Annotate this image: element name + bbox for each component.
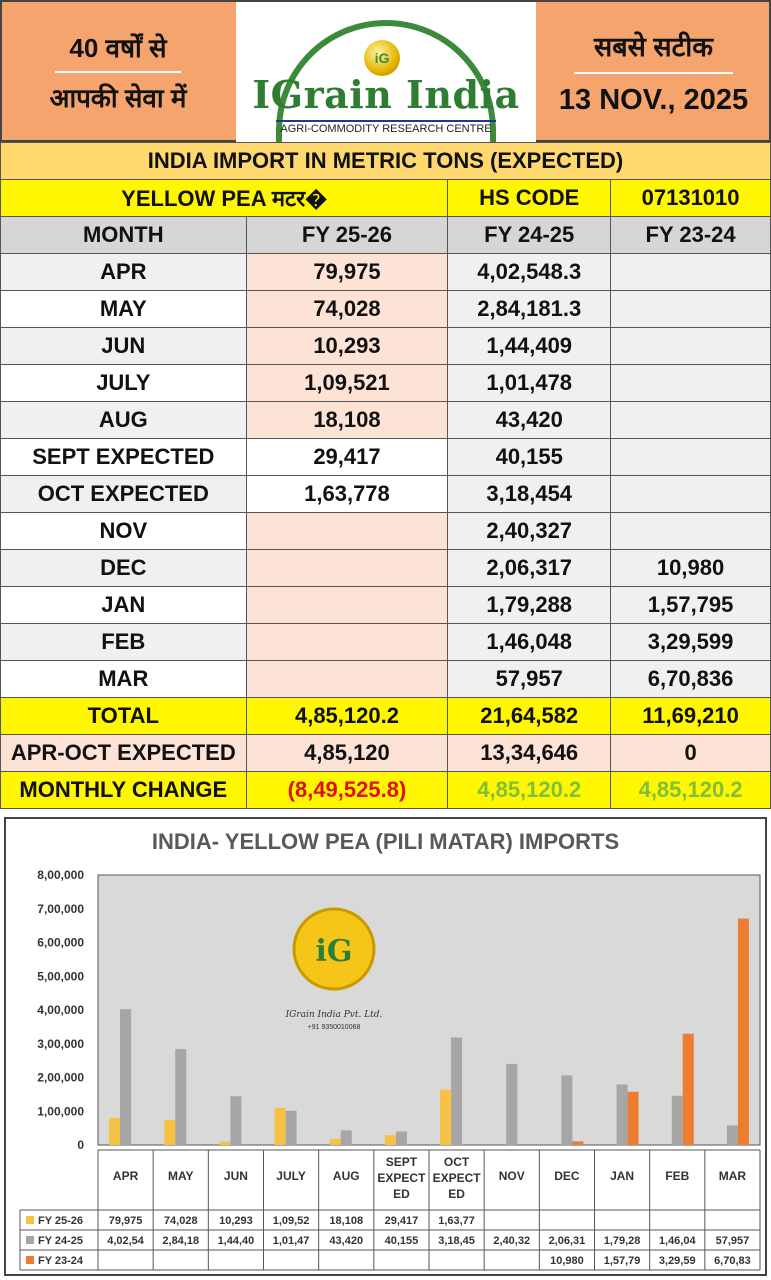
x-tick-label: ED bbox=[448, 1187, 465, 1201]
y-tick-label: 8,00,000 bbox=[37, 868, 84, 882]
bar-fy25-26 bbox=[385, 1135, 396, 1145]
bar-fy23-24 bbox=[628, 1092, 639, 1145]
y-tick-label: 0 bbox=[77, 1138, 84, 1152]
row-fy25-26 bbox=[246, 624, 448, 661]
data-label: 10,980 bbox=[550, 1255, 584, 1267]
row-fy23-24: 1,57,795 bbox=[611, 587, 771, 624]
row-month: MAY bbox=[1, 291, 247, 328]
data-label: 43,420 bbox=[329, 1235, 364, 1247]
row-fy25-26: 74,028 bbox=[246, 291, 448, 328]
table-row bbox=[1, 365, 771, 402]
row-fy23-24 bbox=[611, 254, 771, 291]
header-banner bbox=[0, 0, 771, 142]
x-tick-label: JAN bbox=[610, 1169, 635, 1183]
data-label: 1,01,47 bbox=[272, 1235, 310, 1247]
x-tick-label: JULY bbox=[276, 1169, 306, 1183]
bar-fy24-25 bbox=[672, 1096, 683, 1145]
row-fy24-25: 1,44,409 bbox=[448, 328, 611, 365]
row-fy24-25: 40,155 bbox=[448, 439, 611, 476]
apr-oct-label: APR-OCT EXPECTED bbox=[1, 735, 247, 772]
x-tick-label: SEPT bbox=[385, 1155, 418, 1169]
row-fy24-25: 3,18,454 bbox=[448, 476, 611, 513]
x-tick-label: MAR bbox=[718, 1169, 747, 1183]
x-tick-label: EXPECT bbox=[432, 1171, 481, 1185]
row-fy25-26 bbox=[246, 661, 448, 698]
bar-fy25-26 bbox=[275, 1108, 286, 1145]
row-fy24-25: 43,420 bbox=[448, 402, 611, 439]
x-tick-label: JUN bbox=[223, 1169, 248, 1183]
monthly-change-fy25-26: (8,49,525.8) bbox=[246, 772, 448, 809]
accuracy-tagline: सबसे सटीक bbox=[574, 27, 733, 74]
row-month: APR bbox=[1, 254, 247, 291]
row-month: NOV bbox=[1, 513, 247, 550]
watermark-logo-mark: iG bbox=[315, 934, 353, 969]
row-fy25-26 bbox=[246, 587, 448, 624]
row-fy25-26: 29,417 bbox=[246, 439, 448, 476]
data-label: 3,29,59 bbox=[658, 1255, 696, 1267]
column-header-month: MONTH bbox=[1, 217, 247, 254]
data-label: 57,957 bbox=[715, 1235, 750, 1247]
data-label: 1,63,77 bbox=[438, 1215, 475, 1227]
data-label: 2,84,18 bbox=[162, 1235, 200, 1247]
brand-logo bbox=[236, 2, 536, 142]
bar-fy25-26 bbox=[164, 1120, 175, 1145]
row-fy25-26: 1,09,521 bbox=[246, 365, 448, 402]
report-date: 13 NOV., 2025 bbox=[558, 84, 749, 116]
brand-name: IGrain India bbox=[252, 72, 520, 117]
row-fy24-25: 2,06,317 bbox=[448, 550, 611, 587]
row-fy23-24: 10,980 bbox=[611, 550, 771, 587]
row-fy25-26: 10,293 bbox=[246, 328, 448, 365]
bar-fy24-25 bbox=[120, 1009, 131, 1145]
row-fy24-25: 4,02,548.3 bbox=[448, 254, 611, 291]
data-label: 74,028 bbox=[163, 1215, 198, 1227]
column-header-fy25-26: FY 25-26 bbox=[246, 217, 448, 254]
bar-fy25-26 bbox=[440, 1090, 451, 1145]
watermark-brand: IGrain India Pvt. Ltd. bbox=[285, 1010, 383, 1020]
table-row bbox=[1, 402, 771, 439]
y-tick-label: 6,00,000 bbox=[37, 935, 84, 950]
x-tick-label: NOV bbox=[498, 1169, 525, 1183]
bar-fy24-25 bbox=[341, 1130, 352, 1145]
table-row bbox=[1, 328, 771, 365]
row-fy24-25: 1,01,478 bbox=[448, 365, 611, 402]
legend-label: FY 25-26 bbox=[38, 1215, 84, 1227]
apr-oct-fy25-26: 4,85,120 bbox=[246, 735, 448, 772]
bar-fy25-26 bbox=[330, 1139, 341, 1145]
row-month: SEPT EXPECTED bbox=[1, 439, 247, 476]
x-tick-label: OCT bbox=[443, 1155, 470, 1169]
legend-swatch bbox=[26, 1236, 34, 1244]
legend-label: FY 24-25 bbox=[38, 1235, 84, 1247]
bar-fy24-25 bbox=[561, 1075, 572, 1145]
x-tick-label: MAY bbox=[167, 1169, 194, 1183]
table-body bbox=[1, 254, 771, 698]
bar-fy24-25 bbox=[230, 1096, 241, 1145]
row-fy23-24 bbox=[611, 402, 771, 439]
row-fy23-24 bbox=[611, 291, 771, 328]
tagline-line1: 40 वर्षों से bbox=[55, 29, 180, 73]
y-tick-label: 1,00,000 bbox=[37, 1104, 84, 1119]
bar-fy25-26 bbox=[219, 1142, 230, 1145]
data-label: 1,09,52 bbox=[272, 1215, 310, 1227]
table-row bbox=[1, 513, 771, 550]
logo-coin-icon: iG bbox=[364, 40, 400, 76]
legend-swatch bbox=[26, 1256, 34, 1264]
data-label: 1,44,40 bbox=[217, 1235, 255, 1247]
monthly-change-fy23-24: 4,85,120.2 bbox=[611, 772, 771, 809]
table-row bbox=[1, 624, 771, 661]
y-tick-label: 4,00,000 bbox=[37, 1003, 84, 1017]
data-label: 4,02,54 bbox=[107, 1235, 144, 1247]
x-tick-label: EXPECT bbox=[377, 1171, 426, 1185]
row-month: JAN bbox=[1, 587, 247, 624]
bar-fy24-25 bbox=[451, 1038, 462, 1145]
data-label: 29,417 bbox=[384, 1215, 419, 1227]
x-tick-label: AUG bbox=[332, 1169, 360, 1183]
row-fy23-24 bbox=[611, 365, 771, 402]
data-label: 1,46,04 bbox=[658, 1235, 696, 1247]
plot-area bbox=[98, 875, 760, 1145]
y-tick-label: 2,00,000 bbox=[37, 1070, 84, 1085]
row-month: FEB bbox=[1, 624, 247, 661]
legend-label: FY 23-24 bbox=[38, 1255, 84, 1267]
column-header-fy24-25: FY 24-25 bbox=[448, 217, 611, 254]
table-row bbox=[1, 476, 771, 513]
x-tick-label: ED bbox=[393, 1187, 410, 1201]
bar-fy24-25 bbox=[286, 1111, 297, 1145]
row-month: JUN bbox=[1, 328, 247, 365]
header-date-box bbox=[536, 2, 771, 142]
bar-fy23-24 bbox=[738, 919, 749, 1145]
table-title: INDIA IMPORT IN METRIC TONS (EXPECTED) bbox=[1, 143, 771, 180]
row-month: OCT EXPECTED bbox=[1, 476, 247, 513]
apr-oct-fy24-25: 13,34,646 bbox=[448, 735, 611, 772]
table-row bbox=[1, 291, 771, 328]
row-fy25-26: 79,975 bbox=[246, 254, 448, 291]
bar-fy24-25 bbox=[506, 1064, 517, 1145]
data-label: 2,06,31 bbox=[548, 1235, 586, 1247]
x-tick-label: APR bbox=[112, 1169, 139, 1183]
row-month: JULY bbox=[1, 365, 247, 402]
row-fy24-25: 1,46,048 bbox=[448, 624, 611, 661]
data-label: 1,79,28 bbox=[603, 1235, 641, 1247]
monthly-change-label: MONTHLY CHANGE bbox=[1, 772, 247, 809]
row-month: AUG bbox=[1, 402, 247, 439]
data-label: 18,108 bbox=[329, 1215, 364, 1227]
table-row bbox=[1, 439, 771, 476]
data-label: 3,18,45 bbox=[438, 1235, 475, 1247]
commodity-name: YELLOW PEA मटर� bbox=[1, 180, 448, 217]
row-fy25-26 bbox=[246, 513, 448, 550]
header-tagline bbox=[2, 2, 234, 142]
row-fy23-24 bbox=[611, 476, 771, 513]
chart-svg bbox=[6, 819, 765, 1274]
tagline-line2: आपकी सेवा में bbox=[49, 83, 187, 113]
row-fy24-25: 2,84,181.3 bbox=[448, 291, 611, 328]
hs-code-label: HS CODE bbox=[448, 180, 611, 217]
total-fy25-26: 4,85,120.2 bbox=[246, 698, 448, 735]
data-label: 10,293 bbox=[219, 1215, 253, 1227]
table-row bbox=[1, 550, 771, 587]
row-month: DEC bbox=[1, 550, 247, 587]
x-tick-label: FEB bbox=[665, 1169, 690, 1183]
table-row bbox=[1, 661, 771, 698]
monthly-change-fy24-25: 4,85,120.2 bbox=[448, 772, 611, 809]
total-label: TOTAL bbox=[1, 698, 247, 735]
row-fy23-24: 6,70,836 bbox=[611, 661, 771, 698]
data-label: 40,155 bbox=[384, 1235, 419, 1247]
column-header-fy23-24: FY 23-24 bbox=[611, 217, 771, 254]
row-fy23-24 bbox=[611, 513, 771, 550]
y-tick-label: 7,00,000 bbox=[37, 901, 84, 916]
data-label: 1,57,79 bbox=[603, 1255, 641, 1267]
legend-swatch bbox=[26, 1216, 34, 1224]
total-fy24-25: 21,64,582 bbox=[448, 698, 611, 735]
data-label: 2,40,32 bbox=[493, 1235, 531, 1247]
row-month: MAR bbox=[1, 661, 247, 698]
data-label: 6,70,83 bbox=[714, 1255, 751, 1267]
row-fy24-25: 1,79,288 bbox=[448, 587, 611, 624]
row-fy24-25: 2,40,327 bbox=[448, 513, 611, 550]
apr-oct-fy23-24: 0 bbox=[611, 735, 771, 772]
x-tick-label: DEC bbox=[554, 1169, 580, 1183]
bar-fy24-25 bbox=[617, 1084, 628, 1145]
row-fy23-24 bbox=[611, 439, 771, 476]
chart-title: INDIA- YELLOW PEA (PILI MATAR) IMPORTS bbox=[151, 829, 620, 854]
row-fy23-24 bbox=[611, 328, 771, 365]
watermark-phone: +91 9350010068 bbox=[307, 1024, 361, 1031]
row-fy23-24: 3,29,599 bbox=[611, 624, 771, 661]
imports-chart bbox=[4, 817, 767, 1276]
row-fy25-26 bbox=[246, 550, 448, 587]
import-table bbox=[0, 142, 771, 809]
bar-fy24-25 bbox=[175, 1049, 186, 1145]
row-fy24-25: 57,957 bbox=[448, 661, 611, 698]
bar-fy24-25 bbox=[396, 1131, 407, 1145]
bar-fy23-24 bbox=[683, 1034, 694, 1145]
row-fy25-26: 18,108 bbox=[246, 402, 448, 439]
data-label: 79,975 bbox=[108, 1215, 143, 1227]
bar-fy25-26 bbox=[109, 1118, 120, 1145]
bar-fy24-25 bbox=[727, 1125, 738, 1145]
brand-subtitle: AGRI-COMMODITY RESEARCH CENTRE bbox=[276, 120, 496, 135]
y-tick-label: 5,00,000 bbox=[37, 969, 84, 984]
table-row bbox=[1, 587, 771, 624]
row-fy25-26: 1,63,778 bbox=[246, 476, 448, 513]
hs-code-value: 07131010 bbox=[611, 180, 771, 217]
total-fy23-24: 11,69,210 bbox=[611, 698, 771, 735]
table-row bbox=[1, 254, 771, 291]
y-tick-label: 3,00,000 bbox=[37, 1036, 84, 1051]
bar-fy23-24 bbox=[572, 1141, 583, 1145]
